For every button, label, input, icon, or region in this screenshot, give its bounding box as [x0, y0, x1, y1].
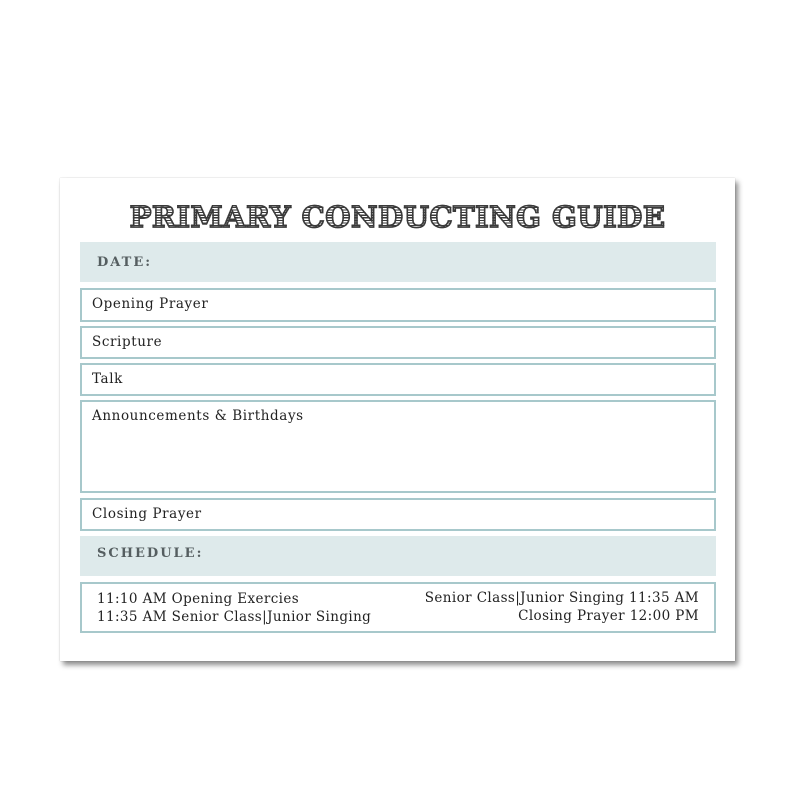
date-band — [80, 242, 716, 282]
scripture-field[interactable] — [80, 326, 716, 359]
conducting-guide-card — [60, 178, 735, 661]
closing-prayer-label: Closing Prayer — [92, 506, 202, 522]
talk-field[interactable] — [80, 363, 716, 396]
date-label: DATE: — [97, 255, 153, 270]
opening-prayer-label: Opening Prayer — [92, 296, 209, 312]
schedule-right-line-2: Closing Prayer 12:00 PM — [518, 608, 699, 624]
schedule-right-line-1: Senior Class|Junior Singing 11:35 AM — [424, 590, 699, 606]
closing-prayer-field[interactable] — [80, 498, 716, 531]
schedule-band — [80, 536, 716, 576]
schedule-left-line-1: 11:10 AM Opening Exercies — [97, 591, 300, 607]
announcements-birthdays-field[interactable] — [80, 400, 716, 493]
scripture-label: Scripture — [92, 334, 163, 350]
talk-label: Talk — [92, 371, 123, 387]
schedule-box — [80, 582, 716, 633]
page-title: PRIMARY CONDUCTING GUIDE — [60, 200, 735, 234]
schedule-left-line-2: 11:35 AM Senior Class|Junior Singing — [97, 609, 372, 625]
opening-prayer-field[interactable] — [80, 288, 716, 322]
schedule-label: SCHEDULE: — [97, 546, 204, 561]
announcements-birthdays-label: Announcements & Birthdays — [92, 408, 304, 424]
